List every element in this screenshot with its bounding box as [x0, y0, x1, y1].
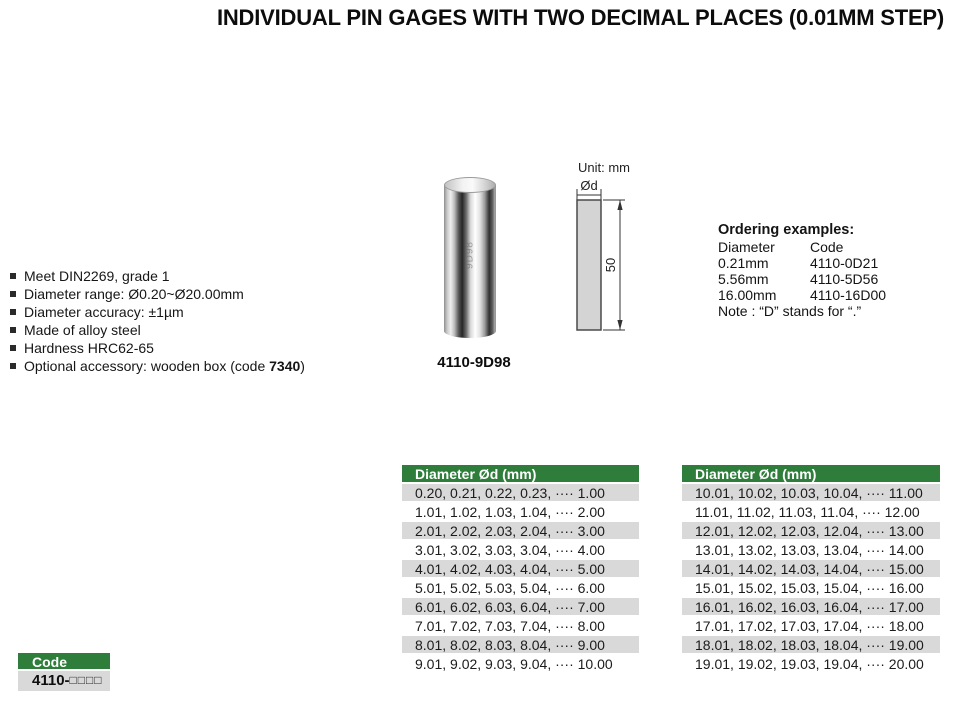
- table-row: 18.01, 18.02, 18.03, 18.04, ···· 19.00: [682, 636, 940, 655]
- ordering-diameter-value: 5.56mm: [718, 271, 769, 287]
- table-row: 1.01, 1.02, 1.03, 1.04, ···· 2.00: [402, 503, 639, 522]
- table-body: [402, 484, 639, 674]
- table-row: 8.01, 8.02, 8.03, 8.04, ···· 9.00: [402, 636, 639, 655]
- table-row: 0.20, 0.21, 0.22, 0.23, ···· 1.00: [402, 484, 639, 503]
- ordering-col-code: Code: [810, 239, 844, 255]
- pin-model-caption: 4110-9D98: [437, 354, 511, 371]
- code-box-header: Code: [18, 653, 110, 671]
- feature-item-label: Made of alloy steel: [24, 322, 141, 338]
- feature-item: [10, 321, 305, 339]
- feature-item-label: Meet DIN2269, grade 1: [24, 268, 170, 284]
- table-row: 4.01, 4.02, 4.03, 4.04, ···· 5.00: [402, 560, 639, 579]
- code-placeholder-boxes: □□□□: [69, 673, 103, 687]
- table-row: 2.01, 2.02, 2.03, 2.04, ···· 3.00: [402, 522, 639, 541]
- ordering-row: [718, 287, 886, 303]
- square-bullet-icon: [10, 345, 16, 351]
- table-row: 6.01, 6.02, 6.03, 6.04, ···· 7.00: [402, 598, 639, 617]
- pin-top-face: [444, 177, 496, 193]
- table-row: 5.01, 5.02, 5.03, 5.04, ···· 6.00: [402, 579, 639, 598]
- ordering-row: [718, 271, 886, 287]
- dimension-arrow-down-icon: [617, 320, 622, 330]
- accessory-code-bold: 7340: [269, 358, 301, 374]
- square-bullet-icon: [10, 363, 16, 369]
- code-box: [18, 653, 110, 691]
- square-bullet-icon: [10, 309, 16, 315]
- table-row: 16.01, 16.02, 16.03, 16.04, ···· 17.00: [682, 598, 940, 617]
- table-row: 9.01, 9.02, 9.03, 9.04, ···· 10.00: [402, 655, 639, 674]
- ordering-diameter-value: 16.00mm: [718, 287, 777, 303]
- table-header: Diameter Ød (mm): [402, 465, 639, 484]
- feature-item-label: Diameter range: Ø0.20~Ø20.00mm: [24, 286, 244, 302]
- features-list: [10, 267, 305, 375]
- drawing-canvas: [565, 150, 645, 350]
- feature-item-label: Diameter accuracy: ±1µm: [24, 304, 184, 320]
- feature-item: [10, 339, 305, 357]
- ordering-code-value: 4110-5D56: [810, 271, 879, 287]
- table-row: 12.01, 12.02, 12.03, 12.04, ···· 13.00: [682, 522, 940, 541]
- dimension-arrow-up-icon: [617, 200, 622, 210]
- ordering-code-value: 4110-0D21: [810, 255, 879, 271]
- feature-text-suffix: ): [300, 358, 305, 374]
- table-row: 15.01, 15.02, 15.03, 15.04, ···· 16.00: [682, 579, 940, 598]
- technical-drawing: [565, 150, 645, 350]
- feature-item: [10, 285, 305, 303]
- pin-gage-photo: [444, 177, 496, 339]
- square-bullet-icon: [10, 291, 16, 297]
- feature-item: [10, 303, 305, 321]
- table-body: [682, 484, 940, 674]
- ordering-heading: Ordering examples:: [718, 222, 855, 238]
- square-bullet-icon: [10, 327, 16, 333]
- pin-outline-rect: [577, 200, 601, 330]
- table-row: 11.01, 11.02, 11.03, 11.04, ···· 12.00: [682, 503, 940, 522]
- table-row: 19.01, 19.02, 19.03, 19.04, ···· 20.00: [682, 655, 940, 674]
- code-prefix: 4110-: [32, 672, 70, 689]
- table-row: 7.01, 7.02, 7.03, 7.04, ···· 8.00: [402, 617, 639, 636]
- table-row: 14.01, 14.02, 14.03, 14.04, ···· 15.00: [682, 560, 940, 579]
- table-row: 3.01, 3.02, 3.03, 3.04, ···· 4.00: [402, 541, 639, 560]
- square-bullet-icon: [10, 273, 16, 279]
- table-row: 10.01, 10.02, 10.03, 10.04, ···· 11.00: [682, 484, 940, 503]
- ordering-row: [718, 255, 886, 271]
- unit-label: Unit: mm: [578, 160, 630, 175]
- diameter-dimension-label: Ød: [580, 178, 598, 193]
- ordering-code-value: 4110-16D00: [810, 287, 887, 303]
- table-row: 17.01, 17.02, 17.03, 17.04, ···· 18.00: [682, 617, 940, 636]
- ordering-diameter-value: 0.21mm: [718, 255, 769, 271]
- ordering-column-headers: [718, 239, 886, 255]
- pin-engraving-text: 9D98: [464, 241, 476, 270]
- feature-item-label: [24, 357, 305, 375]
- feature-text-prefix: Optional accessory: wooden box (code: [24, 358, 270, 374]
- ordering-col-diameter: Diameter: [718, 239, 775, 255]
- length-dimension-value: 50: [603, 257, 618, 273]
- diameter-table-1: [402, 465, 639, 674]
- page-title: INDIVIDUAL PIN GAGES WITH TWO DECIMAL PLACES (0.01MM STEP): [216, 5, 945, 30]
- ordering-examples: [718, 222, 886, 320]
- feature-item-label: Hardness HRC62-65: [24, 340, 154, 356]
- table-header: Diameter Ød (mm): [682, 465, 940, 484]
- code-value: [18, 671, 110, 691]
- table-row: 13.01, 13.02, 13.03, 13.04, ···· 14.00: [682, 541, 940, 560]
- pin-cylinder-body: [444, 185, 496, 338]
- feature-item: [10, 357, 305, 375]
- feature-item: [10, 267, 305, 285]
- diameter-table-2: [682, 465, 940, 674]
- ordering-note: Note : “D” stands for “.”: [718, 303, 862, 319]
